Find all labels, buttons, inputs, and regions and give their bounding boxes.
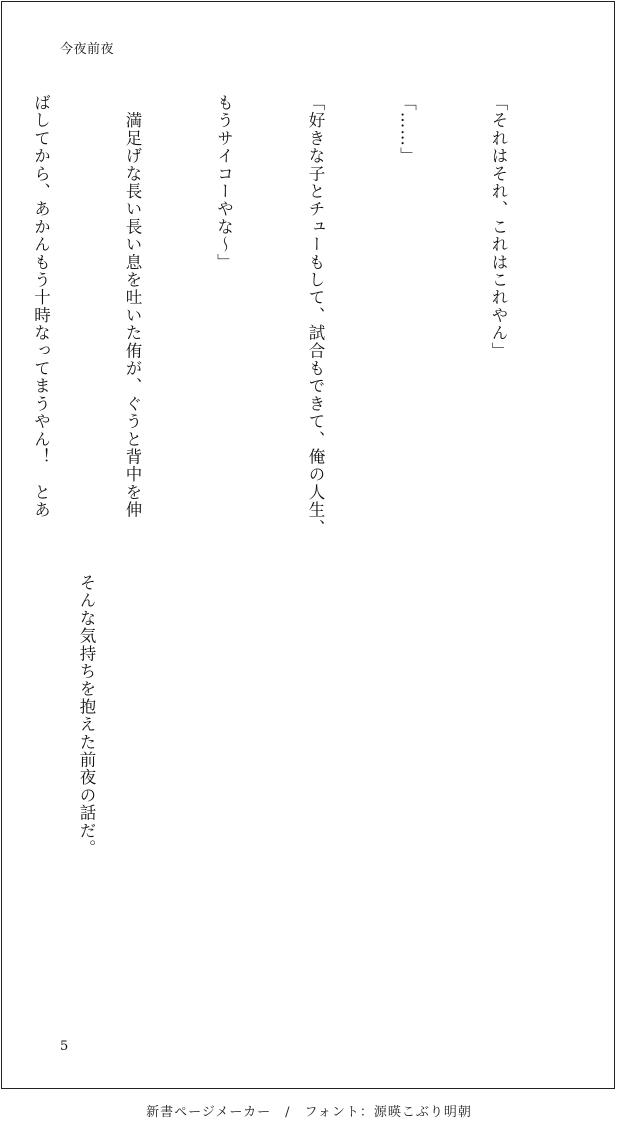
- text-line: 「好きな子とチューもして、試合もできて、俺の人生、: [306, 94, 325, 537]
- text-line: 「……」: [397, 94, 417, 165]
- text-line: もうサイコーやな～」: [214, 94, 234, 271]
- chapter-title: 今夜前夜: [60, 42, 115, 57]
- text-line: ばしてから、あかんもう十時なってまうやん！ とあ: [31, 94, 51, 519]
- text-line: 満足げな長い長い息を吐いた侑が、ぐうと背中を伸: [123, 94, 142, 519]
- closing-line: [40, 574, 162, 974]
- text-line: 「それはそれ、これはこれやん」: [489, 94, 508, 360]
- closing-text: そんな気持ちを抱えた前夜の話だ。: [77, 574, 96, 858]
- footer-credit: 新書ページメーカー / フォント：源暎こぶり明朝: [146, 1105, 472, 1120]
- page-number: 5: [60, 1039, 69, 1054]
